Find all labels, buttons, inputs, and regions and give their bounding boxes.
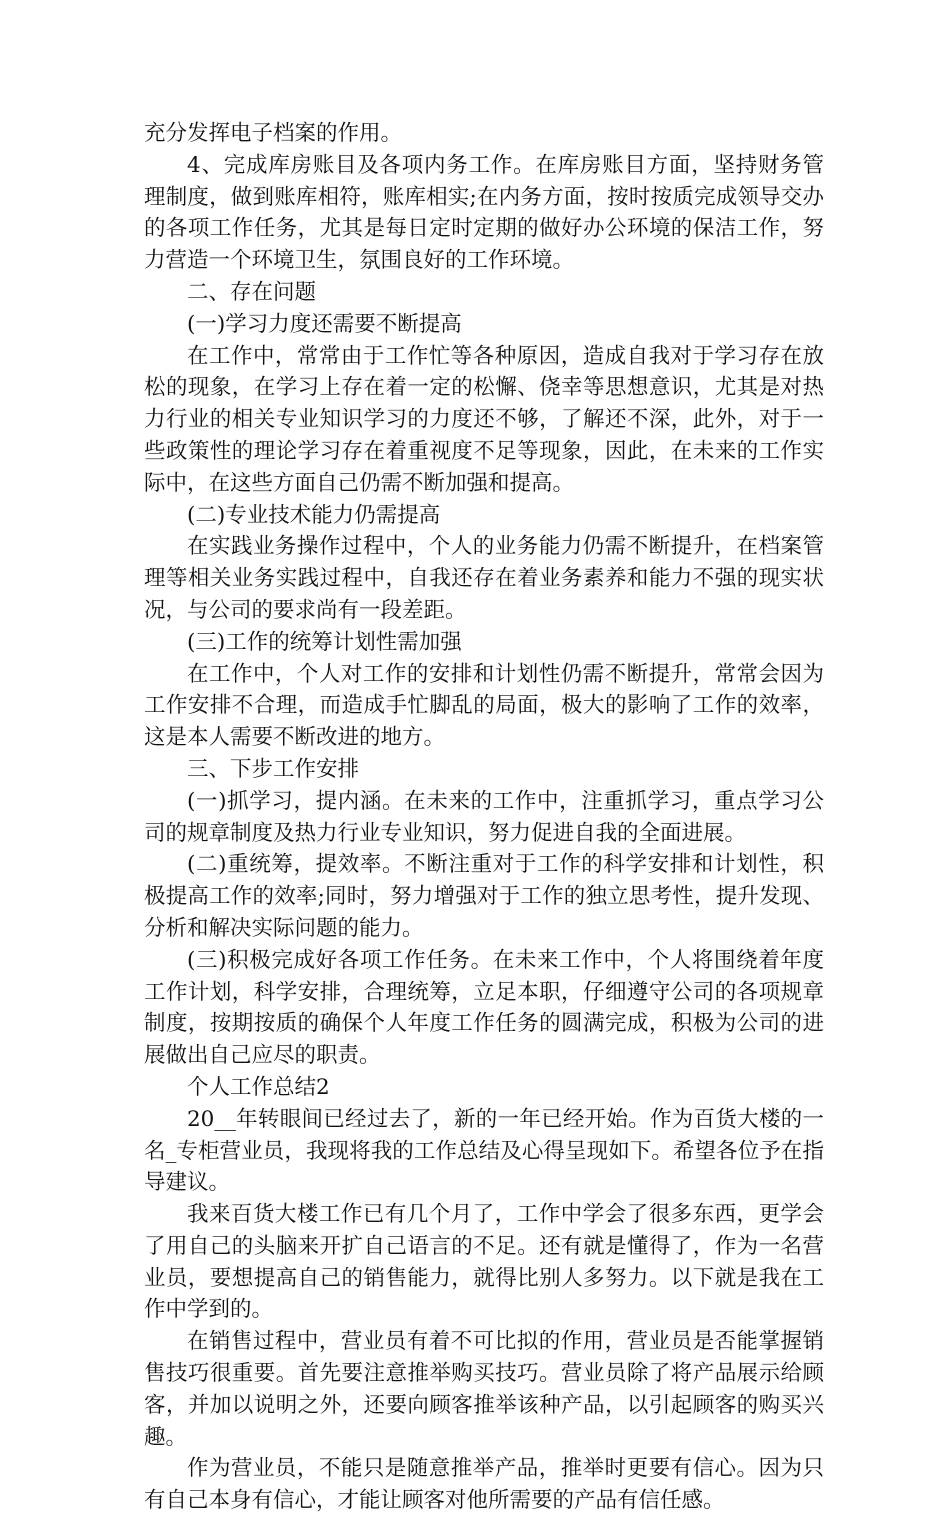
paragraph-summary-intro: 20__年转眼间已经过去了，新的一年已经开始。作为百货大楼的一名_专柜营业员，我现将我的工作总结及心得呈现如下。希望各位予在指导建议。 [144,1106,824,1196]
section-heading-summary-2: 个人工作总结2 [187,1074,330,1100]
paragraph-skills: 在实践业务操作过程中，个人的业务能力仍需不断提升，在档案管理等相关业务实践过程中，自我还存在着业务素养和能力不强的现实状况，与公司的要求尚有一段差距。 [144,534,824,623]
paragraph-item-4: 4、完成库房账目及各项内务工作。在库房账目方面，坚持财务管理制度，做到账库相符，账库相实;在内务方面，按时按质完成领导交办的各项工作任务，尤其是每日定时定期的做好办公环境的保洁工作，努力营造一个环境卫生，氛围良好的工作环境。 [144,152,824,274]
paragraph-continuation: 充分发挥电子档案的作用。 [144,121,403,146]
paragraph-next-step-1: (一)抓学习，提内涵。在未来的工作中，注重抓学习，重点学习公司的规章制度及热力行业专业知识，努力促进自我的全面进展。 [144,788,824,846]
subheading-skills: (二)专业技术能力仍需提高 [187,502,441,528]
paragraph-confidence: 作为营业员，不能只是随意推举产品，推举时更要有信心。因为只有自己本身有信心，才能让顾客对他所需要的产品有信任感。 [144,1456,824,1514]
paragraph-next-step-2: (二)重统筹，提效率。不断注重对于工作的科学安排和计划性，积极提高工作的效率;同时，努力增强对于工作的独立思考性，提升发现、分析和解决实际问题的能力。 [144,852,824,941]
subheading-learning: (一)学习力度还需要不断提高 [187,311,462,337]
paragraph-planning: 在工作中，个人对工作的安排和计划性仍需不断提升，常常会因为工作安排不合理，而造成手忙脚乱的局面，极大的影响了工作的效率，这是本人需要不断改进的地方。 [144,661,824,751]
paragraph-learning: 在工作中，常常由于工作忙等各种原因，造成自我对于学习存在放松的现象，在学习上存在着一定的松懈、侥幸等思想意识，尤其是对热力行业的相关专业知识学习的力度还不够，了解还不深，此外，对于一些政策性的理论学习存在着重视度不足等现象，因此，在未来的工作实际中，在这些方面自己仍需不断加强和提高。 [144,343,824,496]
paragraph-sales-skills: 在销售过程中，营业员有着不可比拟的作用，营业员是否能掌握销售技巧很重要。首先要注意推举购买技巧。营业员除了将产品展示给顾客，并加以说明之外，还要向顾客推举该种产品，以引起顾客的购买兴趣。 [144,1329,824,1450]
subheading-planning: (三)工作的统筹计划性需加强 [187,629,462,655]
paragraph-summary-learned: 我来百货大楼工作已有几个月了，工作中学会了很多东西，更学会了用自己的头脑来开扩自己语言的不足。还有就是懂得了，作为一名营业员，要想提高自己的销售能力，就得比别人多努力。以下就是我在工作中学到的。 [144,1202,824,1323]
document-body [144,118,824,1517]
paragraph-next-step-3: (三)积极完成好各项工作任务。在未来工作中，个人将围绕着年度工作计划，科学安排，合理统筹，立足本职，仔细遵守公司的各项规章制度，按期按质的确保个人年度工作任务的圆满完成，积极为公司的进展做出自己应尽的职责。 [144,947,824,1069]
section-heading-next-steps: 三、下步工作安排 [187,756,360,782]
section-heading-problems: 二、存在问题 [187,279,317,305]
